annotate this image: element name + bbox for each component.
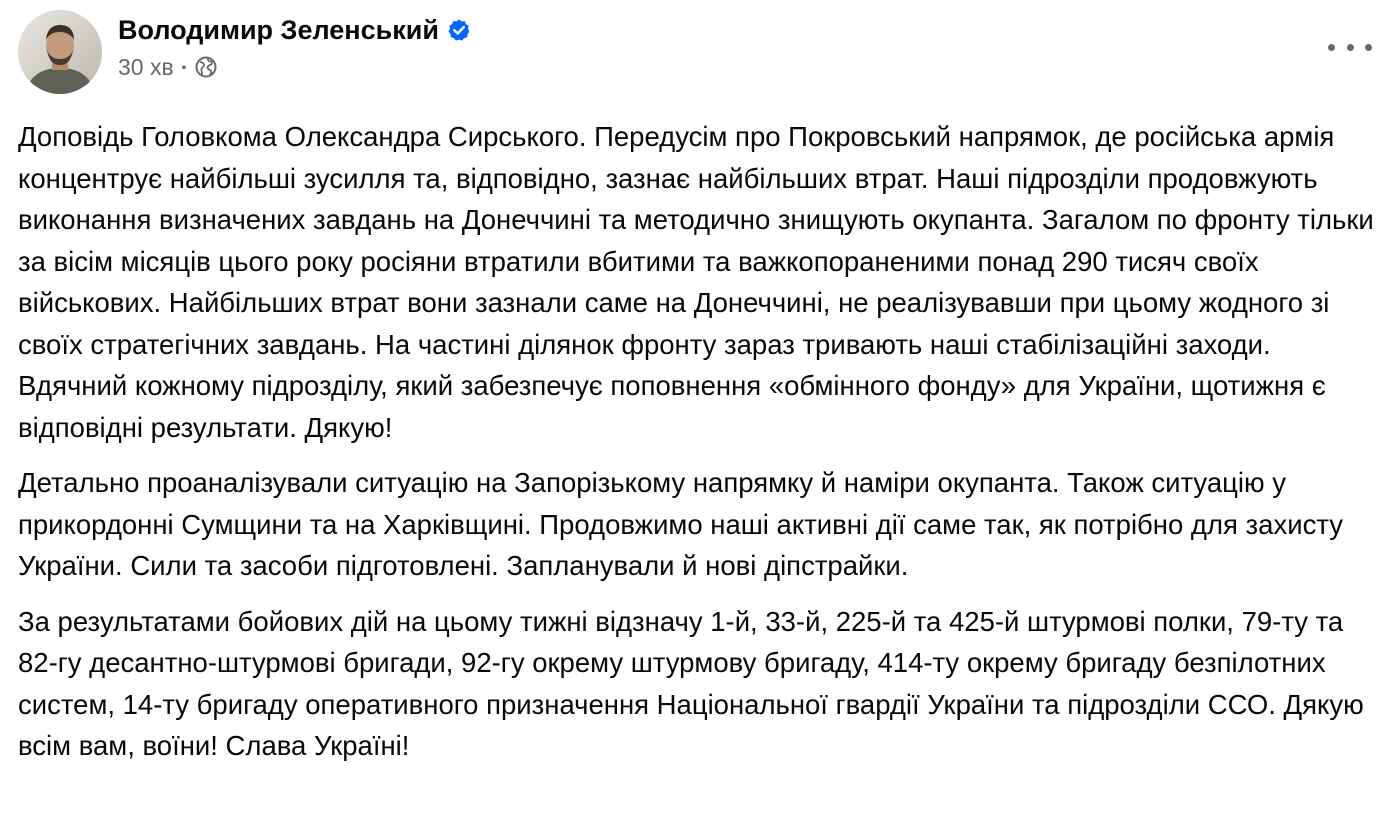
post-paragraph: Доповідь Головкома Олександра Сирського. Передусім про Покровський напрямок, де російська армія концентрує найбільші зусилля та, відповідно, зазнає найбільших втрат. Наші підрозділи продовжують виконання визначених завдань на Донеччині та методично знищують окупанта. Загалом по фронту тільки за вісім місяців цього року росіяни втратили вбитими та важкопораненими понад 290 тисяч своїх військових. Найбільших втрат вони зазнали саме на Донеччині, не реалізувавши при цьому жодного зі своїх стратегічних завдань. На частині ділянок фронту зараз тривають наші стабілізаційні заходи. Вдячний кожному підрозділу, який забезпечує поповнення «обмінного фонду» для України, щотижня є відповідні результати. Дякую! bbox=[18, 121, 1374, 443]
post-paragraph: Детально проаналізували ситуацію на Запорізькому напрямку й наміри окупанта. Також ситуацію у прикордонні Сумщини та на Харківщині. Продовжимо наші активні дії саме так, як потрібно для захисту України. Сили та засоби підготовлені. Запланували й нові діпстрайки. bbox=[18, 467, 1343, 581]
post-body bbox=[18, 116, 1380, 767]
post-header bbox=[18, 10, 1378, 96]
more-options-icon[interactable] bbox=[1328, 32, 1372, 62]
more-dot bbox=[1365, 44, 1372, 51]
author-name[interactable]: Володимир Зеленський bbox=[118, 14, 439, 45]
more-dot bbox=[1347, 44, 1354, 51]
verified-badge-icon bbox=[447, 18, 471, 42]
post-subtitle bbox=[118, 54, 471, 80]
globe-icon[interactable] bbox=[195, 56, 217, 78]
separator-dot: · bbox=[180, 53, 189, 80]
post-timestamp[interactable]: 30 хв bbox=[118, 53, 174, 80]
author-avatar[interactable] bbox=[18, 10, 102, 94]
more-dot bbox=[1328, 44, 1335, 51]
post-paragraph: За результатами бойових дій на цьому тижні відзначу 1-й, 33-й, 225-й та 425-й штурмові полки, 79-ту та 82-гу десантно-штурмові бригади, 92-гу окрему штурмову бригаду, 414-ту окрему бригаду безпілотних систем, 14-ту бригаду оперативного призначення Національної гвардії України та підрозділи ССО. Дякую всім вам, воїни! Слава Україні! bbox=[18, 605, 1364, 761]
avatar-photo bbox=[18, 10, 102, 94]
post-meta bbox=[118, 14, 471, 80]
author-row bbox=[118, 14, 471, 46]
